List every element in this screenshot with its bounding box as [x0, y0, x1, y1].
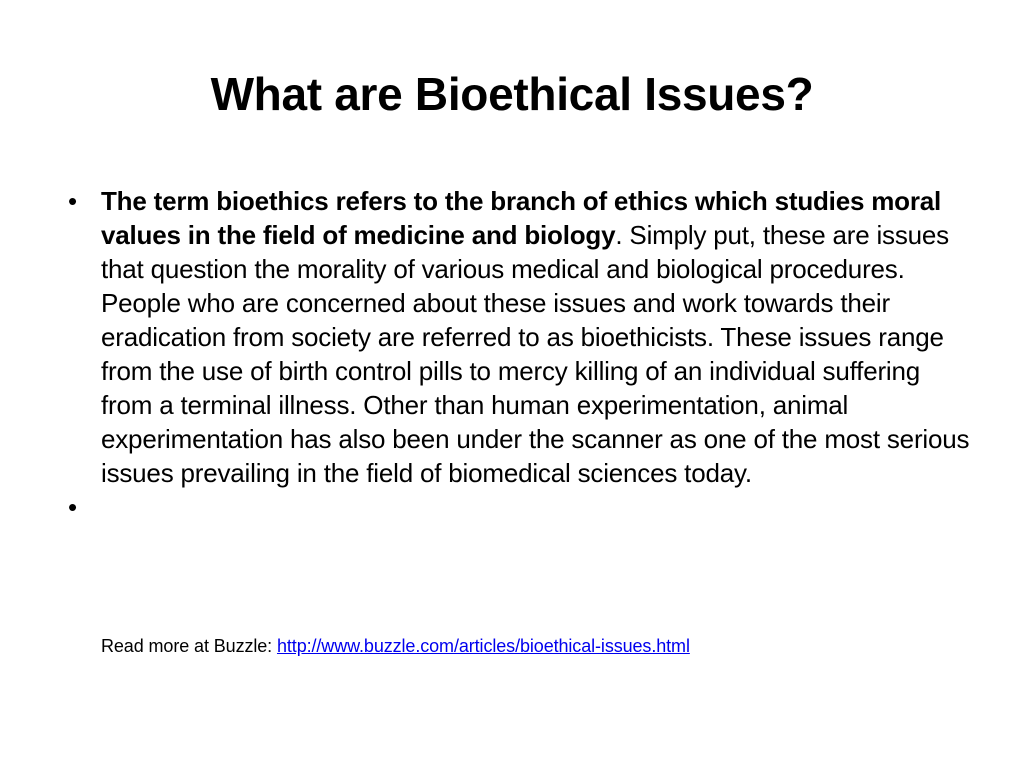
bullet-list — [60, 184, 970, 524]
bullet-item-empty — [60, 490, 970, 524]
bullet-period: . — [615, 220, 623, 250]
bullet-body-text: Simply put, these are issues that question the morality of various medical and biological procedures. People who are concerned about these issues and work towards their eradication from society are referred to as bioethicists. These issues range from the use of birth control pills to mercy killing of an individual suffering from a terminal illness. Other than human experimentation, animal experimentation has also been under the scanner as one of the most serious issues prevailing in the field of biomedical sciences today. — [101, 220, 970, 488]
source-link[interactable]: http://www.buzzle.com/articles/bioethical-issues.html — [276, 636, 690, 656]
slide-title: What are Bioethical Issues? — [210, 68, 814, 120]
read-more-line — [101, 634, 690, 658]
bullet-bold-text: The term bioethics refers to the branch of ethics which studies moral values in the field of medicine and biology — [101, 186, 942, 250]
read-more-prefix: Read more at Buzzle: — [101, 636, 277, 656]
bullet-point-icon: • — [68, 186, 77, 216]
bullet-item-definition — [60, 184, 970, 490]
bullet-point-icon: • — [68, 492, 77, 522]
